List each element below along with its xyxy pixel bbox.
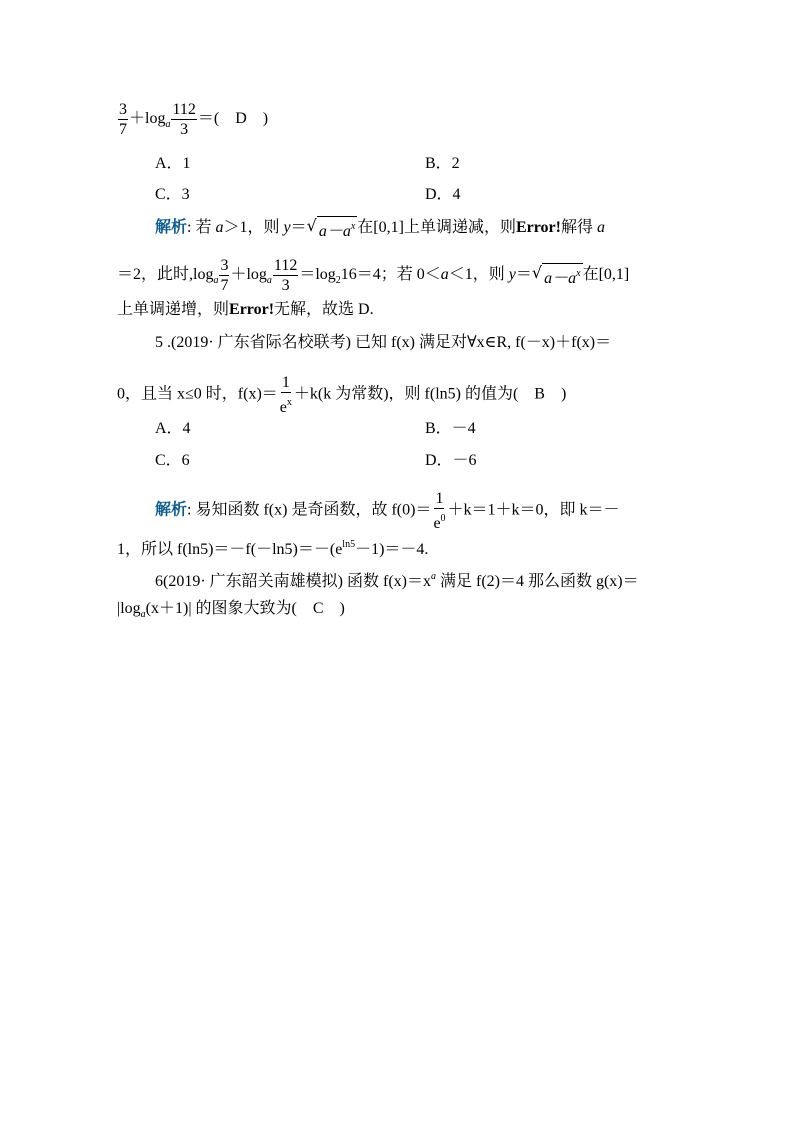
q4-option-d: D．4 xyxy=(425,186,461,203)
error-text: Error! xyxy=(515,219,561,237)
q6-stem-line-2: $|\log_a(x+1)|$ 的图象大致为( C ) xyxy=(117,600,345,620)
q5-option-a: A．4 xyxy=(155,420,191,437)
q4-solution-line-3: 上单调递增，则Error!无解，故选 D. xyxy=(117,301,374,318)
q5-option-c: C．6 xyxy=(155,452,190,469)
fraction-3-7: $\frac{3}{7}$ xyxy=(119,101,127,138)
square-root: √ $a-a^x$ xyxy=(306,216,356,240)
fraction-1-over-e-0: $\frac{1}{e^0}$ xyxy=(433,490,446,532)
fraction-3-7: $\frac{3}{7}$ xyxy=(220,257,229,294)
fraction-1-over-e-x: $\frac{1}{e^x}$ xyxy=(279,374,292,416)
solution-label: 解析 xyxy=(155,501,188,519)
q5-solution-line-2: 1，所以 $f(\ln 5)=-f(-\ln 5)=-(e^{ln5}-1)=-4$. xyxy=(117,539,429,558)
solution-label: 解析 xyxy=(155,219,188,237)
error-text: Error! xyxy=(229,301,275,318)
q5-option-b: B．－4 xyxy=(425,420,476,437)
q5-stem-line-2: 0，且当 x≤0 时，f(x)＝ $\frac{1}{e^x}$ ＋k(k 为常数)，则 f(ln5) 的值为( B ) xyxy=(117,374,567,416)
q4-solution-line-2: ＝2，此时$,\log_a$ $\frac{3}{7}$ $+\log_a$ $\frac{112}{3}$ $=\log_216=4$；若 0＜a＜1，则 y＝ √ $a-a^x$ 在[0,1] xyxy=(117,257,630,294)
square-root: √ $a-a^x$ xyxy=(531,263,581,287)
q6-stem-line-1: 6(2019· 广东韶关南雄模拟) 函数 $f(x)=x^a$ 满足 f(2)＝4 那么函数 g(x)＝ xyxy=(155,571,639,590)
q4-option-a: A．1 xyxy=(155,155,191,172)
q4-solution-line-1: 解析: 若 a＞1，则 y＝ √ $a-a^x$ 在[0,1]上单调递减，则Error!解得 a xyxy=(155,216,605,240)
fraction-112-3: $\frac{112}{3}$ xyxy=(273,257,298,294)
q5-option-d: D．－6 xyxy=(425,452,477,469)
q5-stem-line-1: 5 .(2019· 广东省际名校联考) 已知 f(x) 满足对∀x∈R, f(－x)＋f(x)＝ xyxy=(155,334,612,351)
q4-option-c: C．3 xyxy=(155,186,190,203)
q4-stem-tail: $\frac{3}{7}$ $+\log_a$ $\frac{112}{3}$ ＝( D ) xyxy=(119,101,269,138)
q5-solution-line-1: 解析: 易知函数 f(x) 是奇函数，故 f(0)＝ $\frac{1}{e^0}$ ＋k＝1＋k＝0，即 k＝－ xyxy=(155,490,620,532)
fraction-112-3: $\frac{112}{3}$ xyxy=(172,101,196,138)
q4-option-b: B．2 xyxy=(425,155,460,172)
answer-bracket: ＝( D ) xyxy=(197,110,269,128)
